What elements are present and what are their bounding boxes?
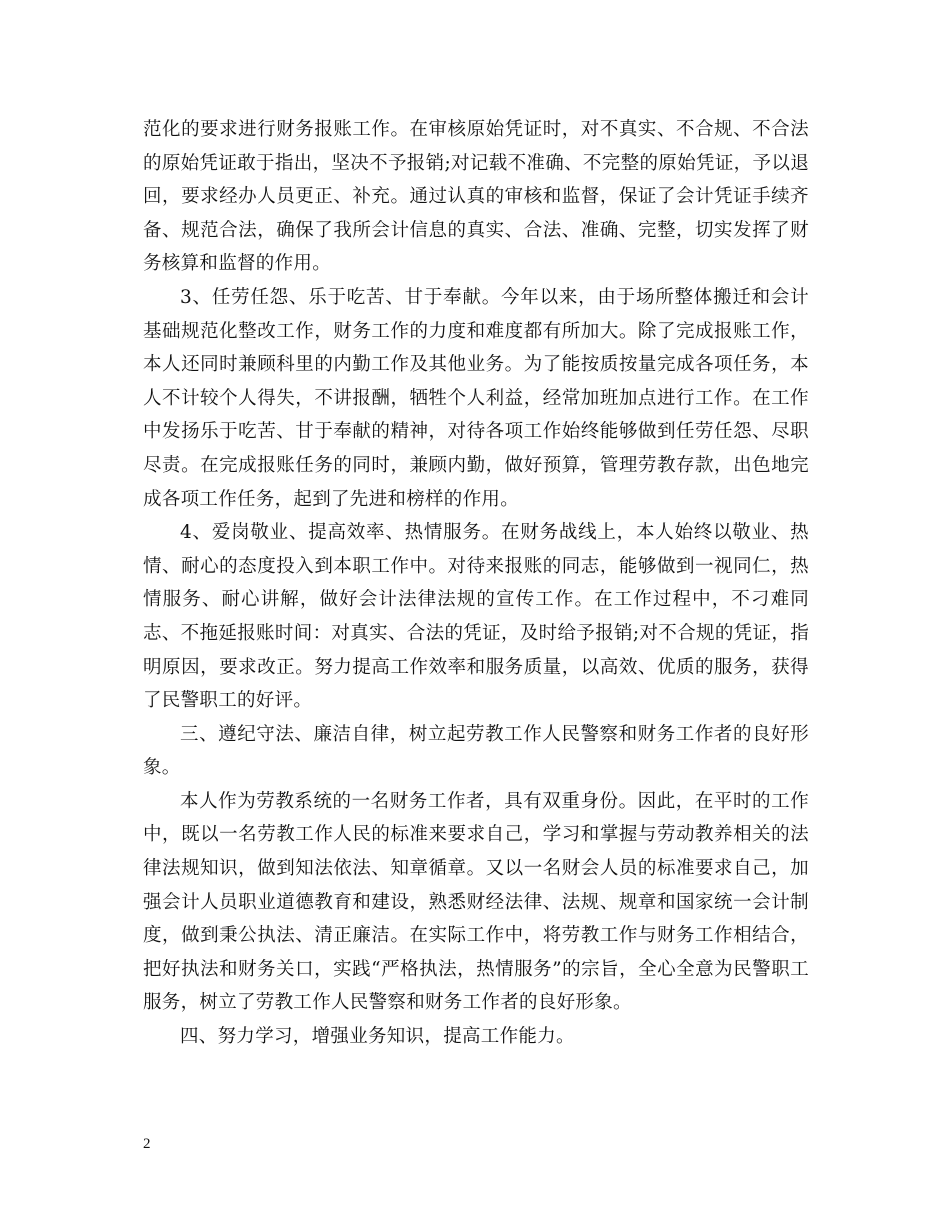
document-body (143, 113, 809, 1054)
section-heading-3: 三、遵纪守法、廉洁自律，树立起劳教工作人民警察和财务工作者的良好形象。 (143, 723, 809, 779)
paragraph-5: 本人作为劳教系统的一名财务工作者，具有双重身份。因此，在平时的工作中，既以一名劳教工作人民的标准来要求自己，学习和掌握与劳动教养相关的法律法规知识，做到知法依法、知章循章。又以一名财会人员的标准要求自己，加强会计人员职业道德教育和建设，熟悉财经法律、法规、规章和国家统一会计制度，做到秉公执法、清正廉洁。在实际工作中，将劳教工作与财务工作相结合，把好执法和财务关口，实践“严格执法，热情服务”的宗旨，全心全意为民警职工服务，树立了劳教工作人民警察和财务工作者的良好形象。 (143, 790, 809, 1014)
paragraph-3: 4、爱岗敬业、提高效率、热情服务。在财务战线上，本人始终以敬业、热情、耐心的态度投入到本职工作中。对待来报账的同志，能够做到一视同仁，热情服务、耐心讲解，做好会计法律法规的宣传工作。在工作过程中，不刁难同志、不拖延报账时间：对真实、合法的凭证，及时给予报销;对不合规的凭证，指明原因，要求改正。努力提高工作效率和服务质量，以高效、优质的服务，获得了民警职工的好评。 (143, 522, 809, 712)
paragraph-1: 范化的要求进行财务报账工作。在审核原始凭证时，对不真实、不合规、不合法的原始凭证敢于指出，坚决不予报销;对记载不准确、不完整的原始凭证，予以退回，要求经办人员更正、补充。通过认真的审核和监督，保证了会计凭证手续齐备、规范合法，确保了我所会计信息的真实、合法、准确、完整，切实发挥了财务核算和监督的作用。 (143, 119, 809, 275)
paragraph-2: 3、任劳任怨、乐于吃苦、甘于奉献。今年以来，由于场所整体搬迁和会计基础规范化整改工作，财务工作的力度和难度都有所加大。除了完成报账工作，本人还同时兼顾科里的内勤工作及其他业务。为了能按质按量完成各项任务，本人不计较个人得失，不讲报酬，牺牲个人利益，经常加班加点进行工作。在工作中发扬乐于吃苦、甘于奉献的精神，对待各项工作始终能够做到任劳任怨、尽职尽责。在完成报账任务的同时，兼顾内勤，做好预算，管理劳教存款，出色地完成各项工作任务，起到了先进和榜样的作用。 (143, 286, 809, 510)
page-number: 2 (143, 1136, 151, 1152)
section-heading-4: 四、努力学习，增强业务知识，提高工作能力。 (180, 1026, 575, 1048)
